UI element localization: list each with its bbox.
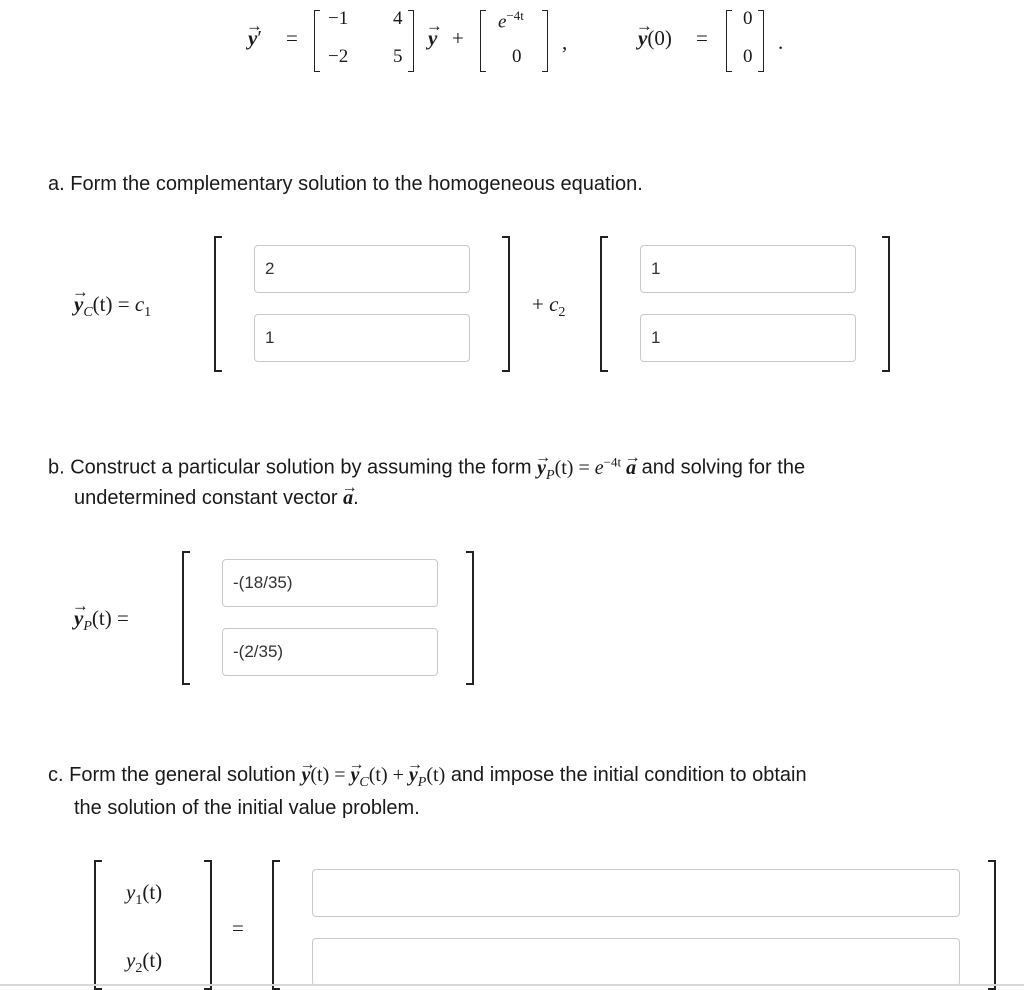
yvec-right-bracket — [204, 860, 212, 990]
plus-sign: + — [452, 26, 464, 50]
yp-right-bracket — [466, 551, 474, 685]
c2-label: + $c_2$ — [532, 292, 566, 321]
vec1-bottom-input[interactable]: 1 — [254, 314, 470, 362]
comma: , — [562, 30, 568, 54]
matrix-a22: 5 — [393, 46, 403, 67]
initial-top: 0 — [743, 8, 753, 29]
system-equation — [240, 0, 800, 80]
initial-left-bracket — [726, 10, 732, 72]
matrix-left-bracket — [314, 10, 320, 72]
y2-label: $y_2(t)$ — [126, 948, 163, 977]
y-vector-symbol: → y — [428, 26, 437, 51]
part-c-prompt-line2: the solution of the initial value problem. — [74, 797, 420, 819]
yp-left-bracket — [182, 551, 190, 685]
yp-top-input[interactable]: -(18/35) — [222, 559, 438, 607]
matrix-a11: −1 — [328, 8, 349, 29]
forcing-right-bracket — [542, 10, 548, 72]
vec2-right-bracket — [882, 236, 890, 372]
part-c-prompt-line1: c. Form the general solution → y(t) = → $y_C(t)$ + → $y_P(t)$ and impose the initial condition to obtain — [48, 759, 807, 799]
y1-label: $y_1(t)$ — [126, 880, 163, 909]
equals-sign: = — [286, 26, 298, 50]
forcing-top: $e^{-4t}$ — [498, 8, 524, 33]
initial-bottom: 0 — [743, 46, 753, 67]
answer-bottom-input[interactable] — [312, 938, 960, 986]
yvec-left-bracket — [94, 860, 102, 990]
vec1-top-input[interactable]: 2 — [254, 245, 470, 293]
part-b-prompt-line1: b. Construct a particular solution by assuming the form → $y_P(t) = e^{-4t} \to a$ and solving for the — [48, 446, 805, 492]
forcing-bottom: 0 — [512, 46, 522, 67]
yp-label: → $y_P(t)$ = — [74, 606, 129, 635]
y0-symbol: → y(0) — [638, 26, 672, 51]
y-prime-symbol: → y′ — [248, 26, 262, 51]
forcing-left-bracket — [480, 10, 486, 72]
initial-right-bracket — [758, 10, 764, 72]
matrix-right-bracket — [408, 10, 414, 72]
period: . — [778, 30, 784, 54]
answer-top-input[interactable] — [312, 869, 960, 917]
yc-label: → $y_C(t) = c_1$ — [74, 292, 151, 321]
equals-sign-c: = — [232, 916, 244, 940]
answer-right-bracket — [988, 860, 996, 990]
yp-bottom-input[interactable]: -(2/35) — [222, 628, 438, 676]
vec2-left-bracket — [600, 236, 608, 372]
answer-left-bracket — [272, 860, 280, 990]
matrix-a21: −2 — [328, 46, 349, 67]
vec1-left-bracket — [214, 236, 222, 372]
part-a-prompt: a. Form the complementary solution to the homogeneous equation. — [48, 173, 643, 195]
vec1-right-bracket — [502, 236, 510, 372]
equals-sign-2: = — [696, 26, 708, 50]
part-b-prompt-line2: undetermined constant vector → a. — [74, 482, 359, 514]
vec2-top-input[interactable]: 1 — [640, 245, 856, 293]
matrix-a12: 4 — [393, 8, 403, 29]
vec2-bottom-input[interactable]: 1 — [640, 314, 856, 362]
